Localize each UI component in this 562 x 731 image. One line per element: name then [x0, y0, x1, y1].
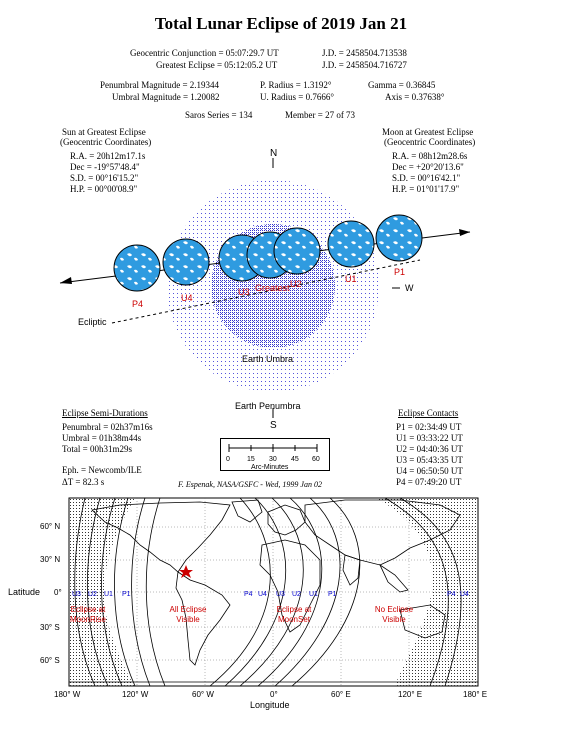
west-contact-u3: U3 [72, 591, 81, 598]
umbral-radius: U. Radius = 0.7666° [260, 92, 334, 102]
moon-p1 [376, 215, 422, 261]
moon-ra: R.A. = 08h12m28.6s [392, 151, 468, 161]
lat-60n: 60° N [40, 522, 61, 531]
semi-duration-umbral: Umbral = 01h38m44s [62, 433, 142, 443]
penumbral-radius: P. Radius = 1.3192° [260, 80, 332, 90]
region-moonset-label-2: MoonSet [277, 615, 311, 624]
contact-u1: U1 = 03:33:22 UT [396, 433, 463, 443]
region-no-eclipse-label-1: No Eclipse [374, 605, 414, 614]
moon-u2 [274, 228, 320, 274]
label-u1: U1 [345, 274, 357, 284]
page-title: Total Lunar Eclipse of 2019 Jan 21 [154, 14, 408, 33]
region-all-visible-label-2: Visible [176, 615, 200, 624]
saros-series: Saros Series = 134 [185, 110, 253, 120]
lon-180e: 180° E [463, 690, 488, 699]
greatest-eclipse-time: Greatest Eclipse = 05:12:05.2 UT [156, 60, 278, 70]
umbral-magnitude: Umbral Magnitude = 1.20082 [112, 92, 220, 102]
lat-30n: 30° N [40, 555, 61, 564]
semi-durations-title: Eclipse Semi-Durations [62, 408, 148, 418]
latitude-axis-label: Latitude [8, 587, 41, 597]
greatest-eclipse-jd: J.D. = 2458504.716727 [322, 60, 407, 70]
east-contact-p4: P4 [447, 591, 456, 598]
mid-contact-u1: U1 [309, 591, 318, 598]
scale-tick-15: 15 [247, 456, 255, 463]
south-label: S [270, 420, 277, 430]
moon-title: Moon at Greatest Eclipse [382, 127, 474, 137]
lat-30s: 30° S [40, 623, 60, 632]
penumbra-label: Earth Penumbra [235, 401, 301, 411]
contact-u2: U2 = 04:40:36 UT [396, 444, 463, 454]
arc-minute-scale [220, 438, 330, 472]
north-label: N [270, 148, 278, 159]
region-moonrise-label-2: MoonRise [69, 615, 107, 624]
sun-title: Sun at Greatest Eclipse [62, 127, 146, 137]
lon-60w: 60° W [192, 690, 214, 699]
sun-ra: R.A. = 20h12m17.1s [70, 151, 146, 161]
mid-contact-u4: U4 [258, 591, 267, 598]
scale-unit: Arc-Minutes [251, 464, 289, 471]
contact-u3: U3 = 05:43:35 UT [396, 455, 463, 465]
axis: Axis = 0.37638° [385, 92, 445, 102]
moon-subtitle: (Geocentric Coordinates) [384, 137, 476, 147]
lon-0: 0° [270, 690, 278, 699]
credit-line: F. Espenak, NASA/GSFC - Wed, 1999 Jan 02 [178, 480, 322, 489]
mid-contact-p1: P1 [328, 591, 337, 598]
visibility-map [0, 490, 562, 710]
scale-tick-45: 45 [291, 456, 299, 463]
contact-p4: P4 = 07:49:20 UT [396, 477, 462, 487]
label-p4: P4 [132, 299, 144, 309]
geocentric-conjunction: Geocentric Conjunction = 05:07:29.7 UT [130, 48, 279, 58]
label-u2: U2 [290, 279, 302, 289]
scale-tick-30: 30 [269, 456, 277, 463]
ephemeris: Eph. = Newcomb/ILE [62, 465, 142, 475]
longitude-axis-label: Longitude [250, 700, 290, 710]
scale-tick-60: 60 [312, 456, 320, 463]
east-contact-u4: U4 [460, 591, 469, 598]
contacts-title: Eclipse Contacts [398, 408, 459, 418]
semi-duration-penumbral: Penumbral = 02h37m16s [62, 422, 153, 432]
penumbral-magnitude: Penumbral Magnitude = 2.19344 [100, 80, 220, 90]
mid-contact-u2: U2 [292, 591, 301, 598]
moon-sd: S.D. = 00°16'42.1" [392, 173, 461, 183]
region-no-eclipse-label-2: Visible [382, 615, 406, 624]
moon-u4 [163, 239, 209, 285]
mid-contact-u3: U3 [276, 591, 285, 598]
lon-120w: 120° W [122, 690, 149, 699]
sun-sd: S.D. = 00°16'15.2" [70, 173, 139, 183]
label-p1: P1 [394, 267, 406, 277]
gamma: Gamma = 0.36845 [368, 80, 436, 90]
geocentric-conjunction-jd: J.D. = 2458504.713538 [322, 48, 407, 58]
label-u4: U4 [181, 293, 193, 303]
region-all-visible-label-1: All Eclipse [169, 605, 207, 614]
moon-dec: Dec = +20°20'13.6" [392, 162, 464, 172]
lat-60s: 60° S [40, 656, 60, 665]
sun-hp: H.P. = 00°00'08.9" [70, 184, 138, 194]
delta-t: ΔT = 82.3 s [62, 477, 105, 487]
semi-duration-total: Total = 00h31m29s [62, 444, 132, 454]
sun-dec: Dec = -19°57'48.4" [70, 162, 140, 172]
region-moonrise-label-1: Eclipse at [70, 605, 106, 614]
lon-60e: 60° E [331, 690, 351, 699]
moon-p4 [114, 245, 160, 291]
region-moonset-label-1: Eclipse at [276, 605, 312, 614]
west-contact-u1: U1 [104, 591, 113, 598]
lon-120e: 120° E [398, 690, 423, 699]
sun-subtitle: (Geocentric Coordinates) [60, 137, 152, 147]
scale-tick-0: 0 [226, 456, 230, 463]
west-contact-p1: P1 [122, 591, 131, 598]
saros-member: Member = 27 of 73 [285, 110, 356, 120]
moon-hp: H.P. = 01°01'17.9" [392, 184, 460, 194]
label-u3: U3 [238, 287, 250, 297]
label-greatest: Greatest [255, 283, 290, 293]
umbra-label: Earth Umbra [242, 354, 294, 364]
lon-180w: 180° W [54, 690, 81, 699]
mid-contact-p4: P4 [244, 591, 253, 598]
contact-u4: U4 = 06:50:50 UT [396, 466, 463, 476]
moon-u1 [328, 221, 374, 267]
eclipse-path-diagram [0, 140, 562, 430]
lat-0: 0° [54, 588, 62, 597]
contact-p1: P1 = 02:34:49 UT [396, 422, 462, 432]
west-label: W [405, 283, 414, 293]
ecliptic-label: Ecliptic [78, 317, 107, 327]
west-contact-u2: U2 [88, 591, 97, 598]
